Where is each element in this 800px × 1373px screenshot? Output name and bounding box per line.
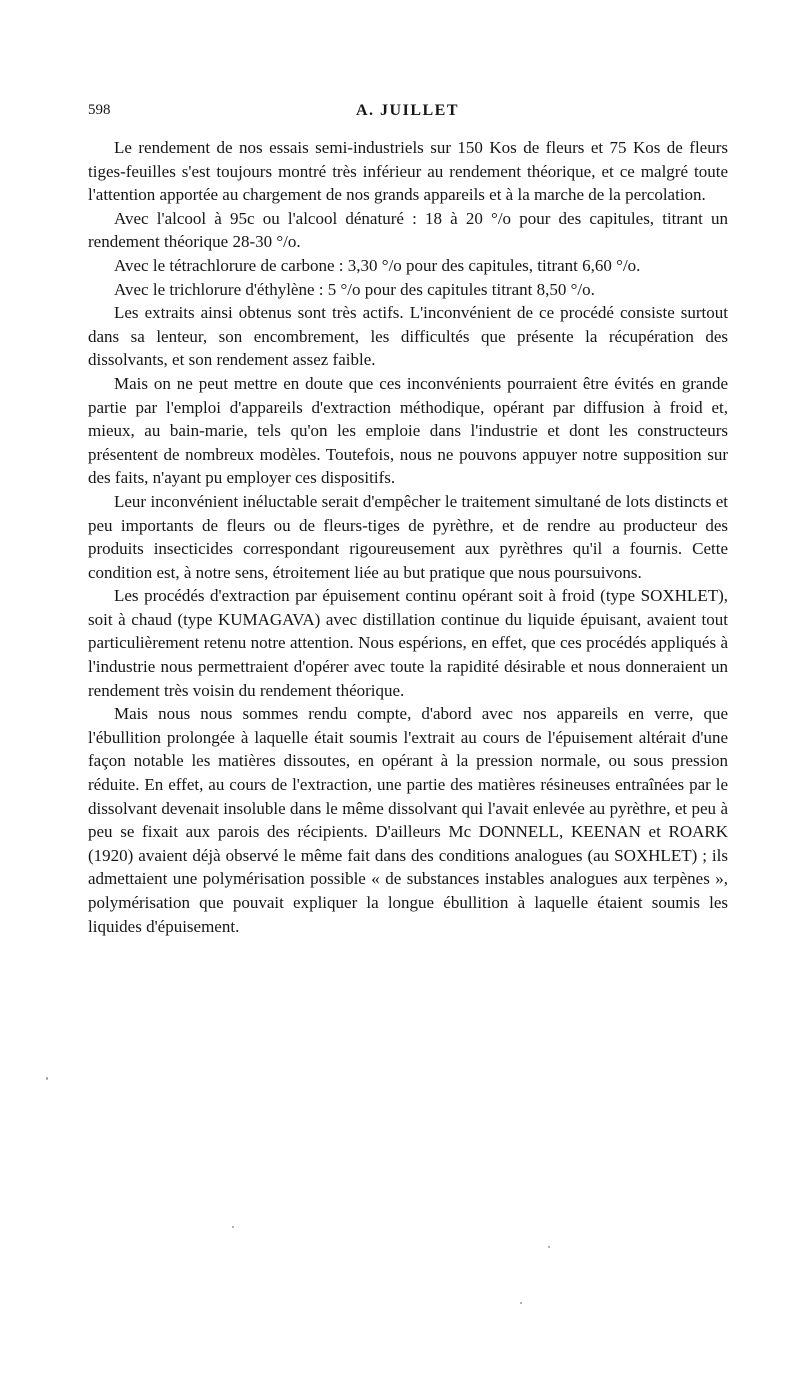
page-header [88, 102, 728, 124]
scan-speck [232, 1226, 234, 1228]
body-text [88, 136, 728, 938]
paragraph: Les extraits ainsi obtenus sont très actifs. L'inconvénient de ce procédé consiste surtout dans sa lenteur, son encombrement, les difficultés que présente la récupération des dissolvants, et son rendement assez faible. [88, 303, 728, 370]
page-number: 598 [88, 102, 111, 118]
running-head: A. JUILLET [356, 102, 460, 119]
paragraph: Le rendement de nos essais semi-industriels sur 150 Kos de fleurs et 75 Kos de fleurs tiges-feuilles s'est toujours montré très inférieur au rendement théorique, et ce malgré toute l'attention apportée au chargement de nos grands appareils et à la marche de la percolation. [88, 138, 728, 205]
paragraph: Mais nous nous sommes rendu compte, d'abord avec nos appareils en verre, que l'ébullition prolongée à laquelle était soumis l'extrait au cours de l'épuisement altérait d'une façon notable les matières dissoutes, en opérant à la pression normale, ou sous pression réduite. En effet, au cours de l'extraction, une partie des matières résineuses entraînées par le dissolvant devenait insoluble dans le même dissolvant qui l'avait enlevée au pyrèthre, et peu à peu se fixait aux parois des récipients. D'ailleurs Mc DONNELL, KEENAN et ROARK (1920) avaient déjà observé le même fait dans des conditions analogues (au SOXHLET) ; ils admettaient une polymérisation possible « de substances instables analogues aux terpènes », polymérisation que pouvait expliquer la longue ébullition à laquelle étaient soumis les liquides d'épuisement. [88, 704, 728, 936]
scan-speck [46, 1077, 48, 1080]
paragraph: Avec l'alcool à 95c ou l'alcool dénaturé : 18 à 20 °/o pour des capitules, titrant un rendement théorique 28-30 °/o. [88, 208, 728, 252]
paragraph: Avec le tétrachlorure de carbone : 3,30 °/o pour des capitules, titrant 6,60 °/o. [114, 255, 641, 275]
paragraph: Mais on ne peut mettre en doute que ces inconvénients pourraient être évités en grande partie par l'emploi d'appareils d'extraction méthodique, opérant par diffusion à froid et, mieux, au bain-marie, tels qu'on les emploie dans l'industrie et dont les constructeurs présentent de nombreux modèles. Toutefois, nous ne pouvons appuyer notre supposition sur des faits, n'ayant pu employer ces dispositifs. [88, 373, 728, 488]
scan-speck [520, 1302, 522, 1304]
paragraph: Les procédés d'extraction par épuisement continu opérant soit à froid (type SOXHLET), soit à chaud (type KUMAGAVA) avec distillation continue du liquide épuisant, avaient tout particulièrement retenu notre attention. Nous espérions, en effet, que ces procédés appliqués à l'industrie nous permettraient d'opérer avec toute la rapidité désirable et nous donneraient un rendement très voisin du rendement théorique. [88, 586, 728, 700]
paragraph: Leur inconvénient inéluctable serait d'empêcher le traitement simultané de lots distincts et peu importants de fleurs ou de fleurs-tiges de pyrèthre, et de rendre au producteur des produits insecticides correspondant rigoureusement aux pyrèthres qu'il a fournis. Cette condition est, à notre sens, étroitement liée au but pratique que nous poursuivons. [88, 491, 728, 582]
scan-speck [548, 1246, 550, 1248]
paragraph: Avec le trichlorure d'éthylène : 5 °/o pour des capitules titrant 8,50 °/o. [114, 279, 595, 299]
